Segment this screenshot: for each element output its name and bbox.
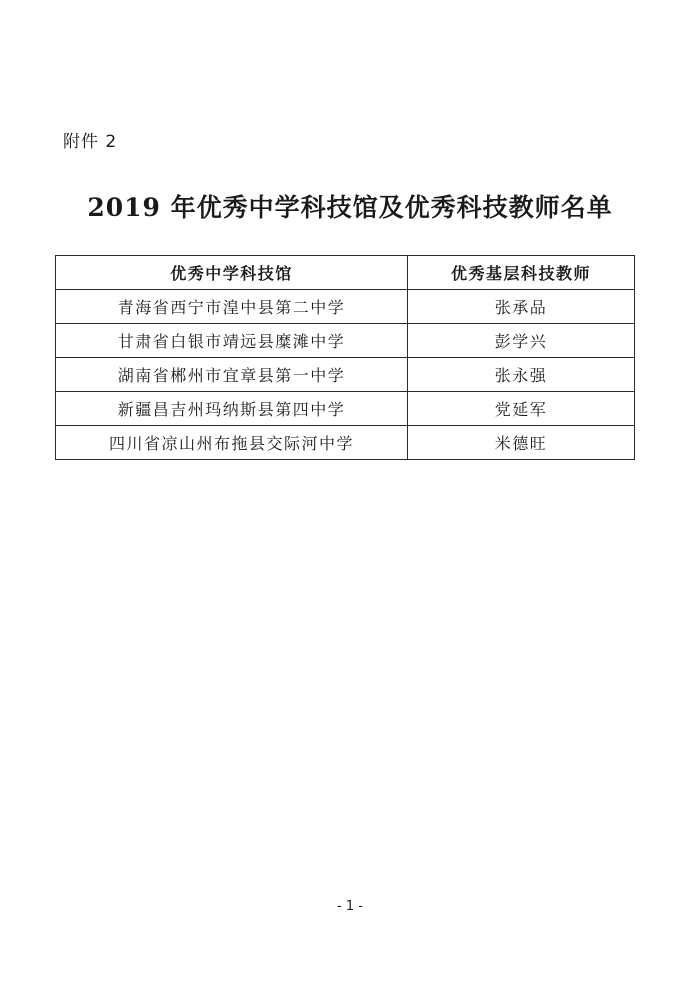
header-school: 优秀中学科技馆 (56, 256, 408, 290)
table-header-row (56, 256, 635, 290)
school-cell: 新疆昌吉州玛纳斯县第四中学 (56, 392, 408, 426)
header-teacher: 优秀基层科技教师 (408, 256, 635, 290)
school-cell: 青海省西宁市湟中县第二中学 (56, 290, 408, 324)
table-row (56, 358, 635, 392)
teacher-cell: 张承品 (408, 290, 635, 324)
teacher-cell: 张永强 (408, 358, 635, 392)
attachment-label: 附件 2 (63, 132, 118, 152)
school-cell: 四川省凉山州布拖县交际河中学 (56, 426, 408, 460)
teacher-cell: 党延军 (408, 392, 635, 426)
document-title: 2019 年优秀中学科技馆及优秀科技教师名单 (87, 193, 613, 222)
school-cell: 甘肃省白银市靖远县糜滩中学 (56, 324, 408, 358)
award-list-table (55, 255, 635, 460)
page-number: - 1 - (337, 899, 363, 914)
table-row (56, 392, 635, 426)
teacher-cell: 米德旺 (408, 426, 635, 460)
table-row (56, 426, 635, 460)
table-row (56, 324, 635, 358)
school-cell: 湖南省郴州市宜章县第一中学 (56, 358, 408, 392)
teacher-cell: 彭学兴 (408, 324, 635, 358)
table-row (56, 290, 635, 324)
